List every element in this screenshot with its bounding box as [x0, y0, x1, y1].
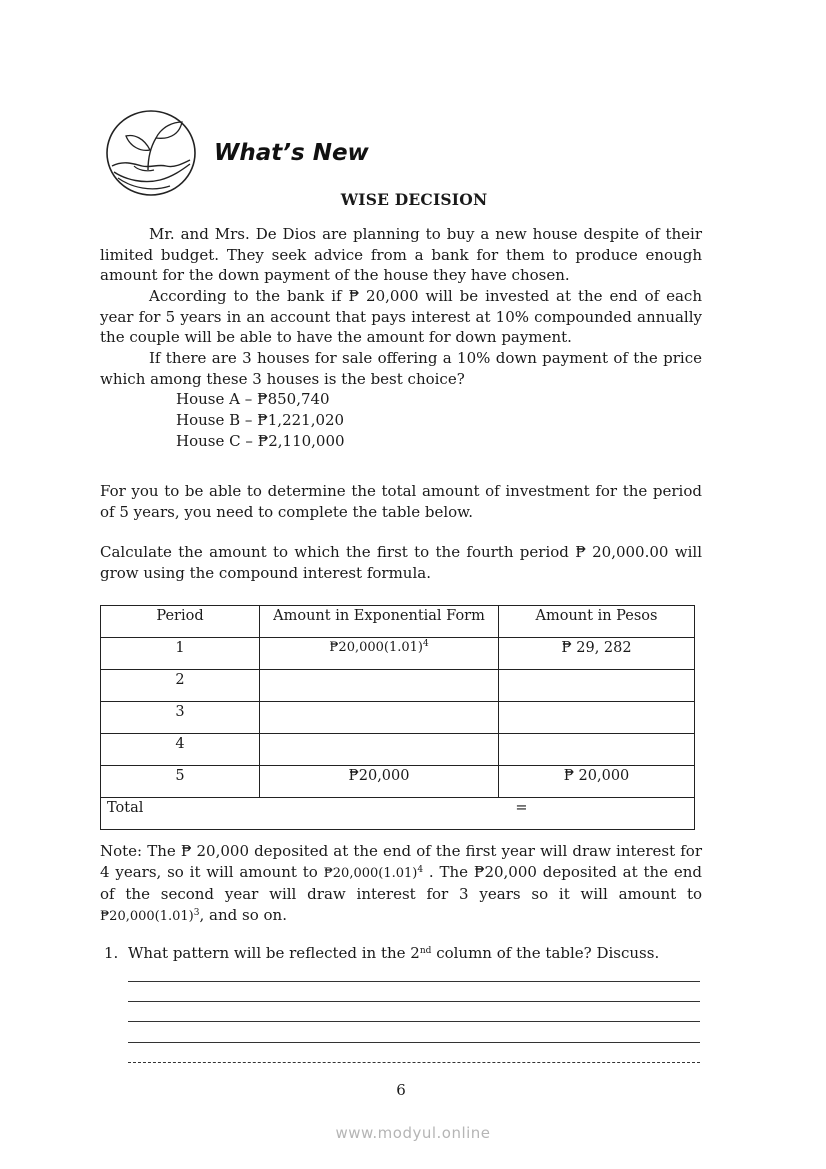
amount-pesos-cell[interactable]: ₱ 20,000	[499, 766, 695, 798]
note-paragraph	[100, 841, 702, 927]
investment-table	[100, 605, 695, 830]
header-period: Period	[101, 606, 260, 638]
hand-plant-icon	[104, 108, 198, 198]
question-text-a: What pattern will be reflected in the 2	[128, 944, 420, 962]
period-cell: 1	[101, 638, 260, 670]
house-option-a: House A – ₱850,740	[176, 390, 330, 408]
note-formula-1-exponent: 4	[417, 864, 424, 875]
formula-exponent: 4	[423, 639, 429, 649]
table-header-row	[101, 606, 695, 638]
table-row	[101, 702, 695, 734]
house-option-b: House B – ₱1,221,020	[176, 411, 345, 429]
answer-line[interactable]	[128, 1021, 700, 1022]
intro-paragraph-1: Mr. and Mrs. De Dios are planning to buy a new house despite of their limited budget. They seek advice from a bank for them to produce enough amount for the down payment of the house they have chosen.	[100, 225, 702, 285]
period-cell: 2	[101, 670, 260, 702]
table-row	[101, 766, 695, 798]
amount-pesos-cell[interactable]: ₱ 29, 282	[499, 638, 695, 670]
exponential-form-cell[interactable]	[260, 702, 499, 734]
note-text-a: Note: The ₱ 20,000 deposited at the end of the first year will draw interest for 4 years, so it will amount to	[100, 842, 702, 881]
header-amount-pesos: Amount in Pesos	[499, 606, 695, 638]
house-option-c: House C – ₱2,110,000	[176, 432, 345, 450]
section-title: What’s New	[214, 140, 369, 166]
page-number: 6	[396, 1081, 406, 1099]
note-text-c: , and so on.	[199, 905, 287, 924]
question-text-b: column of the table? Discuss.	[431, 944, 660, 962]
period-cell: 4	[101, 734, 260, 766]
table-row	[101, 734, 695, 766]
answer-line[interactable]	[128, 1062, 700, 1063]
subtitle-text: WISE DECISION	[340, 190, 488, 209]
note-formula-1-base: ₱20,000(1.01)	[323, 865, 418, 881]
intro-paragraph-2: According to the bank if ₱ 20,000 will be invested at the end of each year for 5 years in an account that pays interest at 10% compounded annually the couple will be able to have the amount for down payment.	[100, 287, 702, 347]
exponential-form-cell[interactable]	[260, 734, 499, 766]
total-label: Total	[107, 800, 144, 816]
question-1	[104, 944, 659, 962]
watermark: www.modyul.online	[335, 1124, 491, 1142]
answer-line[interactable]	[128, 1042, 700, 1043]
table-row	[101, 670, 695, 702]
total-cell[interactable]	[101, 798, 695, 830]
question-number: 1.	[104, 944, 119, 962]
question-ordinal-suffix: nd	[419, 946, 432, 956]
note-formula-2-base: ₱20,000(1.01)	[100, 908, 194, 924]
exponential-form-cell[interactable]	[260, 670, 499, 702]
table-row	[101, 638, 695, 670]
note-text-b: . The ₱20,000 deposited at the end of the second year will draw interest for 3 years so it will amount to	[100, 862, 702, 904]
answer-line[interactable]	[128, 1001, 700, 1002]
formula-base: ₱20,000(1.01)	[329, 640, 424, 655]
exponential-form-cell[interactable]: ₱20,000	[260, 766, 499, 798]
exponential-form-cell[interactable]	[260, 638, 499, 670]
amount-pesos-cell[interactable]	[499, 734, 695, 766]
amount-pesos-cell[interactable]	[499, 670, 695, 702]
period-cell: 5	[101, 766, 260, 798]
lesson-subtitle	[0, 190, 800, 209]
amount-pesos-cell[interactable]	[499, 702, 695, 734]
period-cell: 3	[101, 702, 260, 734]
header-exponential-form: Amount in Exponential Form	[260, 606, 499, 638]
note-formula-2-exponent: 3	[193, 907, 200, 918]
table-total-row	[101, 798, 695, 830]
answer-line[interactable]	[128, 981, 700, 982]
total-equals: =	[515, 800, 528, 816]
instruction-paragraph-1: For you to be able to determine the total amount of investment for the period of 5 years, you need to complete the table below.	[100, 482, 702, 521]
instruction-paragraph-2: Calculate the amount to which the first to the fourth period ₱ 20,000.00 will grow using the compound interest formula.	[100, 543, 702, 582]
intro-paragraph-3: If there are 3 houses for sale offering a 10% down payment of the price which among these 3 houses is the best choice?	[100, 349, 702, 388]
